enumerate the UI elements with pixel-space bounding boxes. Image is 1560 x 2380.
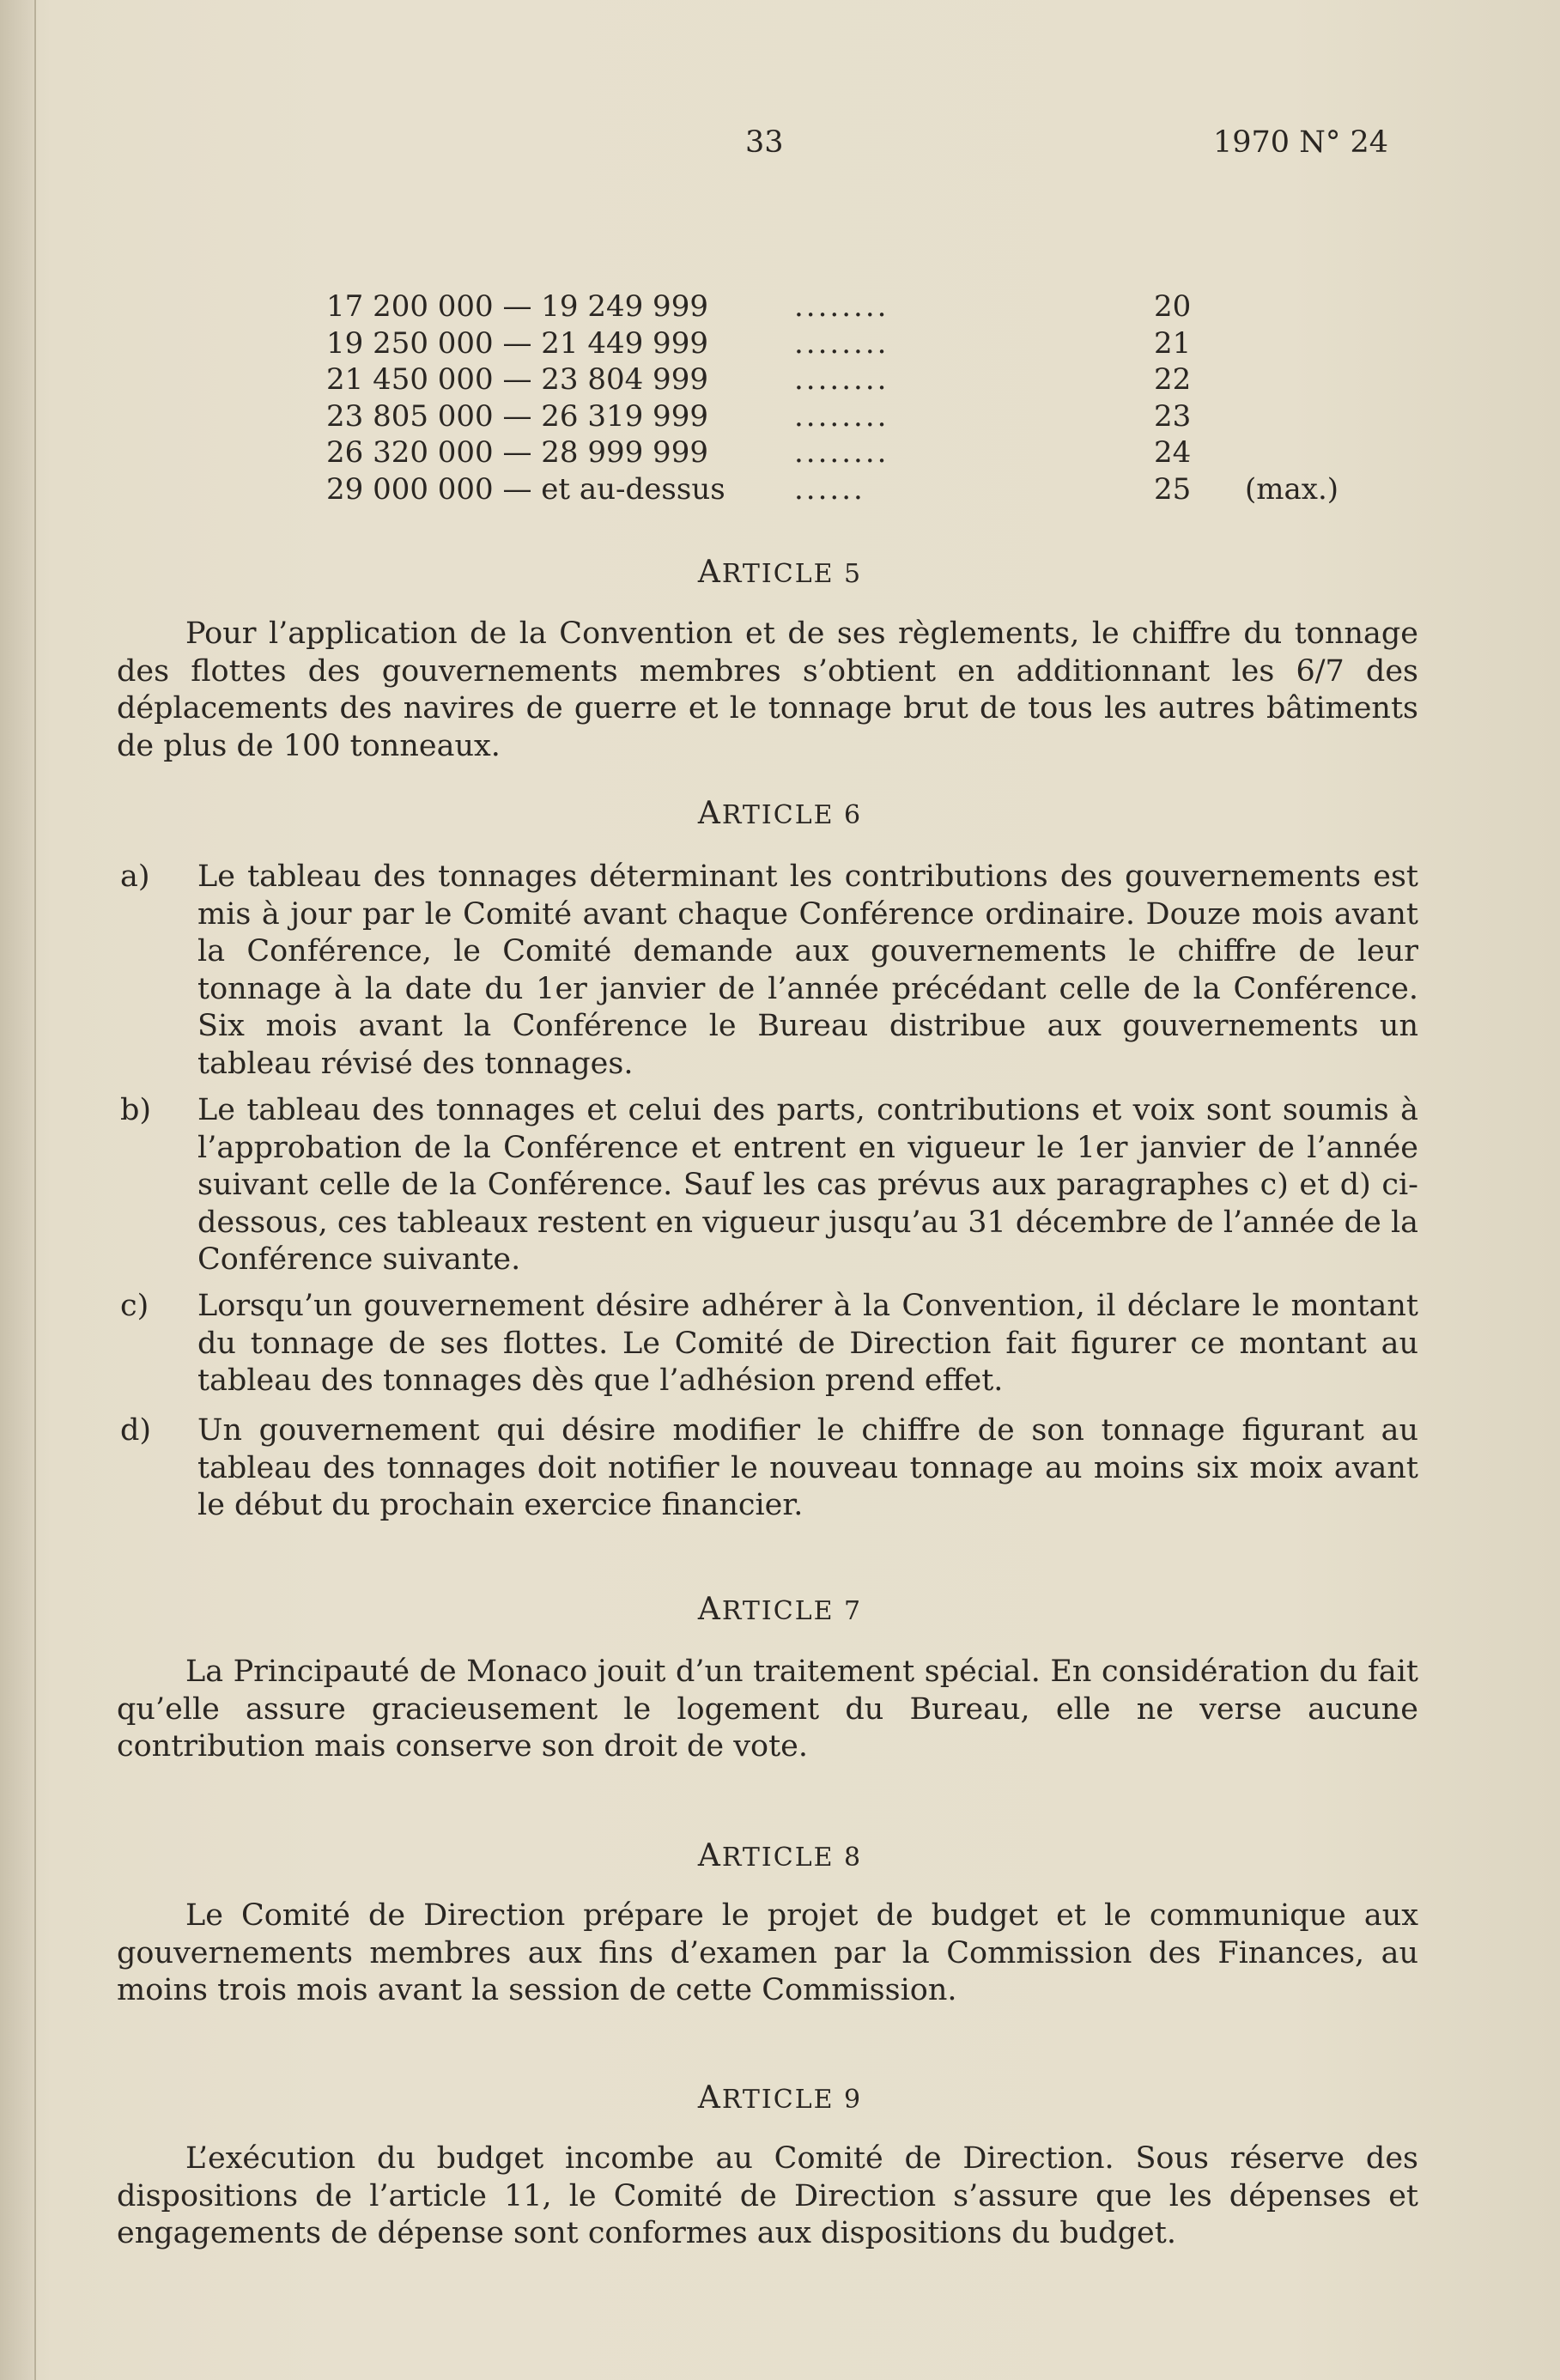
article-5-heading: ARTICLE 5 (697, 555, 863, 590)
item-text: Lorsqu’un gouvernement désire adhérer à la Convention, il déclare le montant du tonnage de ses flottes. Le Comité de Direction fait figurer ce montant au tableau des tonnages dès que l’adhésion prend effet. (197, 1289, 1418, 1398)
table-row (326, 434, 1408, 471)
tonnage-range: 19 250 000 — 21 449 999 (326, 325, 708, 361)
parts-value: 24 (1154, 435, 1192, 470)
parts-value: 25 (1154, 471, 1192, 507)
tonnage-table (326, 288, 1408, 507)
article-8-text: Le Comité de Direction prépare le projet de budget et le communique aux gouvernements membres aux fins d’examen par la Commission des Finances, au moins trois mois avant la session de cette Commission. (117, 1898, 1418, 2007)
leader-dots: ........ (794, 289, 889, 324)
table-row (326, 398, 1408, 435)
parts-value: 22 (1154, 362, 1192, 397)
item-text: Le tableau des tonnages et celui des parts, contributions et voix sont soumis à l’approbation de la Conférence et entrent en vigueur le 1er janvier de l’année suivant celle de la Conférence. Sauf les cas prévus aux paragraphes c) et d) ci-dessous, ces tableaux restent en vigueur jusqu’au 31 décembre de l’année de la Conférence suivante. (197, 1093, 1418, 1277)
article-7-heading: ARTICLE 7 (697, 1592, 863, 1627)
parts-value: 23 (1154, 398, 1192, 434)
tonnage-range: 29 000 000 — et au-dessus (326, 471, 725, 507)
item-label: b) (120, 1093, 152, 1127)
item-label: c) (120, 1289, 149, 1323)
leader-dots: ........ (794, 398, 889, 434)
article-6-item-b (120, 1092, 1418, 1279)
table-row (326, 288, 1408, 325)
article-9-heading: ARTICLE 9 (697, 2080, 863, 2116)
item-label: a) (120, 859, 150, 894)
max-note: (max.) (1245, 471, 1339, 507)
article-7-text: La Principauté de Monaco jouit d’un traitement spécial. En considération du fait qu’elle assure gracieusement le logement du Bureau, elle ne verse aucune contribution mais conserve son droit de vote. (117, 1654, 1418, 1764)
leader-dots: ........ (794, 362, 889, 397)
leader-dots: ........ (794, 325, 889, 361)
item-text: Un gouvernement qui désire modifier le chiffre de son tonnage figurant au tableau des tonnages doit notifier le nouveau tonnage au moins six moix avant le début du prochain exercice financier. (197, 1413, 1418, 1522)
article-6-heading: ARTICLE 6 (697, 796, 863, 831)
article-9-text: L’exécution du budget incombe au Comité de Direction. Sous réserve des dispositions de l’article 11, le Comité de Direction s’assure que les dépenses et engagements de dépense sont conformes aux dispositions du budget. (117, 2141, 1418, 2250)
article-8-heading: ARTICLE 8 (697, 1838, 863, 1873)
tonnage-range: 17 200 000 — 19 249 999 (326, 289, 708, 324)
leader-dots: ........ (794, 435, 889, 470)
item-label: d) (120, 1413, 152, 1448)
leader-dots: ...... (794, 471, 865, 507)
table-row (326, 471, 1408, 508)
table-row (326, 361, 1408, 398)
tonnage-range: 26 320 000 — 28 999 999 (326, 435, 708, 470)
table-row (326, 325, 1408, 362)
running-header (0, 125, 1560, 168)
year-number: 1970 N° 24 (1213, 125, 1388, 160)
tonnage-range: 23 805 000 — 26 319 999 (326, 398, 708, 434)
item-text: Le tableau des tonnages déterminant les contributions des gouvernements est mis à jour par le Comité avant chaque Conférence ordinaire. Douze mois avant la Conférence, le Comité demande aux gouvernements le chiffre de leur tonnage à la date du 1er janvier de l’année précédant celle de la Conférence. Six mois avant la Conférence le Bureau distribue aux gouvernements un tableau révisé des tonnages. (197, 859, 1418, 1081)
article-6-item-d (120, 1412, 1418, 1525)
tonnage-range: 21 450 000 — 23 804 999 (326, 362, 708, 397)
parts-value: 21 (1154, 325, 1192, 361)
article-6-item-c (120, 1288, 1418, 1400)
article-5-text: Pour l’application de la Convention et de ses règlements, le chiffre du tonnage des flottes des gouvernements membres s’obtient en additionnant les 6/7 des déplacements des navires de guerre et le tonnage brut de tous les autres bâtiments de plus de 100 tonneaux. (117, 616, 1418, 763)
article-6-item-a (120, 859, 1418, 1083)
book-spine-shadow (0, 0, 36, 2380)
page-number: 33 (745, 125, 784, 160)
parts-value: 20 (1154, 289, 1192, 324)
